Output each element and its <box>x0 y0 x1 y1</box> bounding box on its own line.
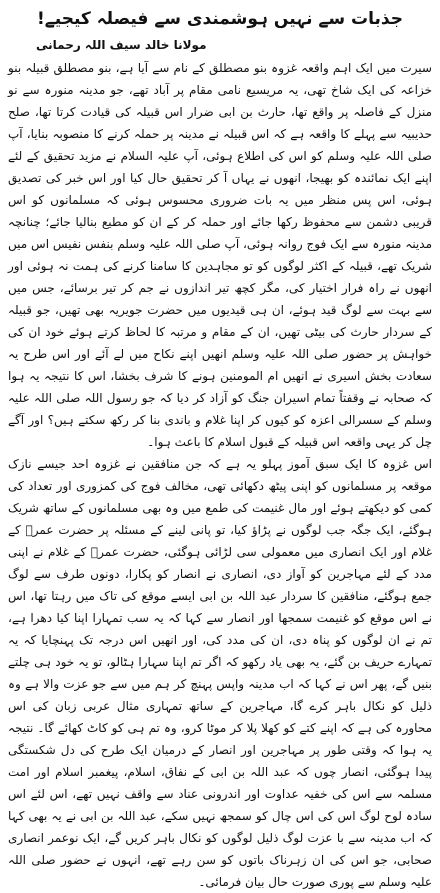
author-byline: مولانا خالد سیف اللہ رحمانی <box>36 38 207 52</box>
article-title: جذبات سے نہیں ہوشمندی سے فیصلہ کیجیے! <box>37 9 403 29</box>
article-paragraph-2: اس غزوہ کا ایک سبق آموز پہلو یہ ہے کہ جن منافقین نے غزوہ احد جیسے نازک موقعہ پر مسلمانوں کو اپنی پیٹھ دکھائی تھی، مخالف فوج کی کمزوری اور تعداد کی کمی کو دیکھتے ہوئے اور مال غنیمت کی طمع میں وہ بھی مسلمانوں کے ساتھ شریک ہوگئے، ایک جگہ جب لوگوں نے پڑاؤ کیا، تو پانی لینے کے مسئلہ پر حضرت عمرؓ کے غلام اور ایک انصاری میں معمولی سی لڑائی ہوگئی، حضرت عمرؓ کے غلام نے اپنی مدد کے لئے مہاجرین کو آواز دی، انصاری نے انصار کو پکارا، دونوں طرف سے لوگ جمع ہوگئے، منافقین کا سردار عبد اللہ بن ابی ایسے موقع کی تاک میں رہتا تھا، اس نے اس موقع کو غنیمت سمجھا اور انصار سے کہا کہ یہ سب تمہارا اپنا کیا دھرا ہے، تم نے ان لوگوں کو پناہ دی، ان کی مدد کی، اور انھیں اس درجہ تک پہنچایا کہ یہ تمہارے حریف بن گئے، یہ بھی یاد رکھو کہ اگر تم اپنا سہارا ہٹالو، تو یہ خود ہی چلتے بنیں گے، پھر اس نے کہا کہ اب مدینہ واپس پہنچ کر ہم میں سے جو عزت والا ہے وہ ذلیل کو نکال باہر کرے گا، مہاجرین کے ساتھ تمہاری مثال عربی زبان کی اس محاورہ کی ہے کہ اپنے کتے کو کھلا پلا کر موٹا کرو، وہ تم ہی کو کاٹ کھائے گا۔ نتیجہ یہ ہوا کہ وقتی طور پر مہاجرین اور انصار کے درمیان ایک طرح کی دل شکستگی پیدا ہوگئی، انصار چوں کہ عبد اللہ بن ابی کے نفاق، اسلام، پیغمبر اسلام اور امت مسلمہ سے اس کی خفیہ عداوت اور اندرونی عناد سے واقف نہیں تھے، اس لئے اس سادہ لوح لوگ اس کی اس چال کو سمجھ نہیں سکے، عبد اللہ بن ابی نے یہ بھی کہا کہ اب مدینہ سے با عزت لوگ ذلیل لوگوں کو نکال باہر کریں گے، ایک نوعمر انصاری صحابی، جو اس کی ان زہرناک باتوں کو سن رہے تھے، انہوں نے حضور صلی اللہ علیہ وسلم سے پوری صورت حال بیان فرمائی۔ <box>8 457 432 889</box>
article-paragraph-1: سیرت میں ایک اہم واقعہ غزوہ بنو مصطلق کے نام سے آیا ہے، بنو مصطلق قبیلہ بنو خزاعہ کی ایک شاخ تھی، یہ مریسیع نامی مقام پر آباد تھے، جو مدینہ منورہ سے نو منزل کے فاصلہ پر واقع تھا، حارث بن ابی ضرار اس قبیلہ کی قیادت کرتا تھا، صلح حدیبیہ سے پہلے کا واقعہ ہے کہ اس قبیلہ نے مدینہ پر حملہ کرنے کا منصوبہ بنایا، آپ صلی اللہ علیہ وسلم کو اس کی اطلاع ہوئی، آپ علیہ السلام نے مزید تحقیق کے لئے اپنے ایک نمائندہ کو بھیجا، انھوں نے یہاں آ کر تحقیق حال کیا اور اس خبر کی تصدیق ہوئی، اس پس منظر میں یہ بات ضروری محسوس ہوئی کہ مسلمانوں کو اس قریبی دشمن سے محفوظ رکھا جائے اور حملہ کر کے ان کو مطیع بنالیا جائے؛ چنانچہ مدینہ منورہ سے ایک فوج روانہ ہوئی، آپ صلی اللہ علیہ وسلم بنفس نفیس اس میں شریک تھے، قبیلہ کے اکثر لوگوں کو تو مجاہدین کا سامنا کرنے کی ہمت نہ ہوئی اور انھوں نے راہ فرار اختیار کی، مگر کچھ تیر اندازوں نے جم کر تیر برسائے، جس میں سے بہت سے لوگ قید ہوئے، ان ہی قیدیوں میں حضرت جویریہ بھی تھیں، جو قبیلہ کے سردار حارث کی بیٹی تھیں، ان کے مقام و مرتبہ کا لحاظ کرتے ہوئے خود ان کی خواہش پر حضور صلی اللہ علیہ وسلم انھیں اپنے نکاح میں لے آئے اور اس طرح یہ سعادت بخش اسیری نے انھیں ام المومنین ہونے کا شرف بخشا، اس کا نتیجہ یہ ہوا کہ صحابہ نے وقفتاً تمام اسیران جنگ کو آزاد کر دیا کہ جو رسول اللہ صلی اللہ علیہ وسلم کے سسرالی اعزہ کو کیوں کر اپنا غلام و باندی بنا کر رکھ سکتے ہیں؟ اور آگے چل کر یہی واقعہ اس قبیلہ کے قبول اسلام کا باعث ہوا۔ <box>8 61 432 449</box>
